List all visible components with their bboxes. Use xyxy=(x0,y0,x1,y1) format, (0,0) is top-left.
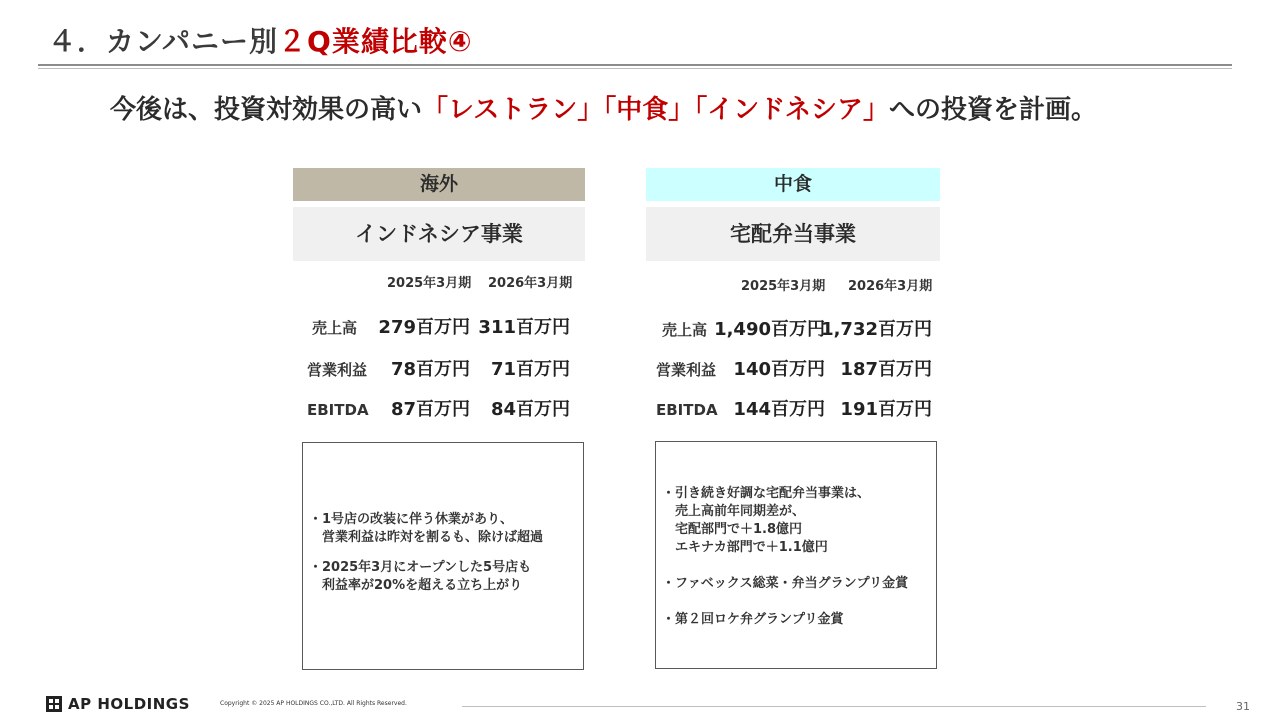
logo-mark-icon xyxy=(46,696,62,712)
page-number: 31 xyxy=(1236,700,1250,713)
row-label: 営業利益 xyxy=(307,361,368,379)
nakashoku-notes-box xyxy=(655,441,937,669)
subtitle xyxy=(110,90,1097,130)
note-line: 営業利益は昨対を割るも、除けば超過 xyxy=(309,530,544,545)
overseas-panel xyxy=(293,168,585,420)
value-cell: 191百万円 xyxy=(840,399,932,420)
note-line: 宅配部門で＋1.8億円 xyxy=(662,522,803,537)
category-label: 中食 xyxy=(646,168,940,201)
column-header: 2025年3月期 xyxy=(387,276,472,291)
note-spacer xyxy=(662,593,930,611)
title-prefix: ４．カンパニー別 xyxy=(48,25,279,58)
note-spacer xyxy=(309,547,577,559)
column-header: 2025年3月期 xyxy=(741,279,826,294)
value-cell: 1,490百万円 xyxy=(714,319,825,340)
value-cell: 311百万円 xyxy=(478,317,570,338)
row-label: 営業利益 xyxy=(656,361,717,379)
value-cell: 279百万円 xyxy=(378,317,470,338)
note-line: 売上高前年同期差が、 xyxy=(662,504,806,519)
overseas-notes-box xyxy=(302,442,584,670)
note-line: エキナカ部門で＋1.1億円 xyxy=(662,540,828,555)
row-label: 売上高 xyxy=(312,319,358,337)
value-cell: 140百万円 xyxy=(733,359,825,380)
title-divider-thin xyxy=(38,68,1232,69)
subtitle-highlight: 「レストラン」「中食」「インドネシア」 xyxy=(422,95,889,125)
value-cell: 144百万円 xyxy=(733,399,825,420)
company-logo xyxy=(46,695,190,713)
value-cell: 71百万円 xyxy=(490,359,570,380)
copyright-text: Copyright © 2025 AP HOLDINGS CO.,LTD. All Rights Reserved. xyxy=(220,700,407,707)
table-row xyxy=(293,396,585,424)
column-header: 2026年3月期 xyxy=(488,276,573,291)
row-label: EBITDA xyxy=(656,401,718,419)
note-line: ・第２回ロケ弁グランプリ金賞 xyxy=(662,612,844,627)
title-highlight: ２Q業績比較④ xyxy=(278,25,473,58)
note-spacer xyxy=(662,557,930,575)
value-cell: 1,732百万円 xyxy=(821,319,932,340)
logo-text: AP HOLDINGS xyxy=(68,695,190,713)
business-name: 宅配弁当事業 xyxy=(646,207,940,261)
title-divider xyxy=(38,64,1232,66)
note-line: ・1号店の改装に伴う休業があり、 xyxy=(309,512,514,527)
note-line: ・2025年3月にオープンした5号店も xyxy=(309,560,532,575)
value-cell: 84百万円 xyxy=(490,399,570,420)
category-label: 海外 xyxy=(293,168,585,201)
value-cell: 87百万円 xyxy=(390,399,470,420)
row-label: EBITDA xyxy=(307,401,369,419)
note-line: ・引き続き好調な宅配弁当事業は、 xyxy=(662,486,871,501)
note-line: 利益率が20%を超える立ち上がり xyxy=(309,578,523,593)
table-row xyxy=(293,356,585,384)
business-name: インドネシア事業 xyxy=(293,207,585,261)
value-cell: 187百万円 xyxy=(840,359,932,380)
table-row xyxy=(646,396,940,424)
subtitle-part2: への投資を計画。 xyxy=(888,95,1097,125)
note-line: ・ファベックス総菜・弁当グランプリ金賞 xyxy=(662,576,909,591)
value-cell: 78百万円 xyxy=(390,359,470,380)
table-row xyxy=(293,314,585,342)
page-title xyxy=(48,22,473,66)
nakashoku-panel xyxy=(646,168,940,420)
table-row xyxy=(646,316,940,344)
column-header: 2026年3月期 xyxy=(848,279,933,294)
row-label: 売上高 xyxy=(662,321,708,339)
footer-divider xyxy=(462,706,1206,707)
subtitle-part1: 今後は、投資対効果の高い xyxy=(110,95,423,125)
table-row xyxy=(646,356,940,384)
